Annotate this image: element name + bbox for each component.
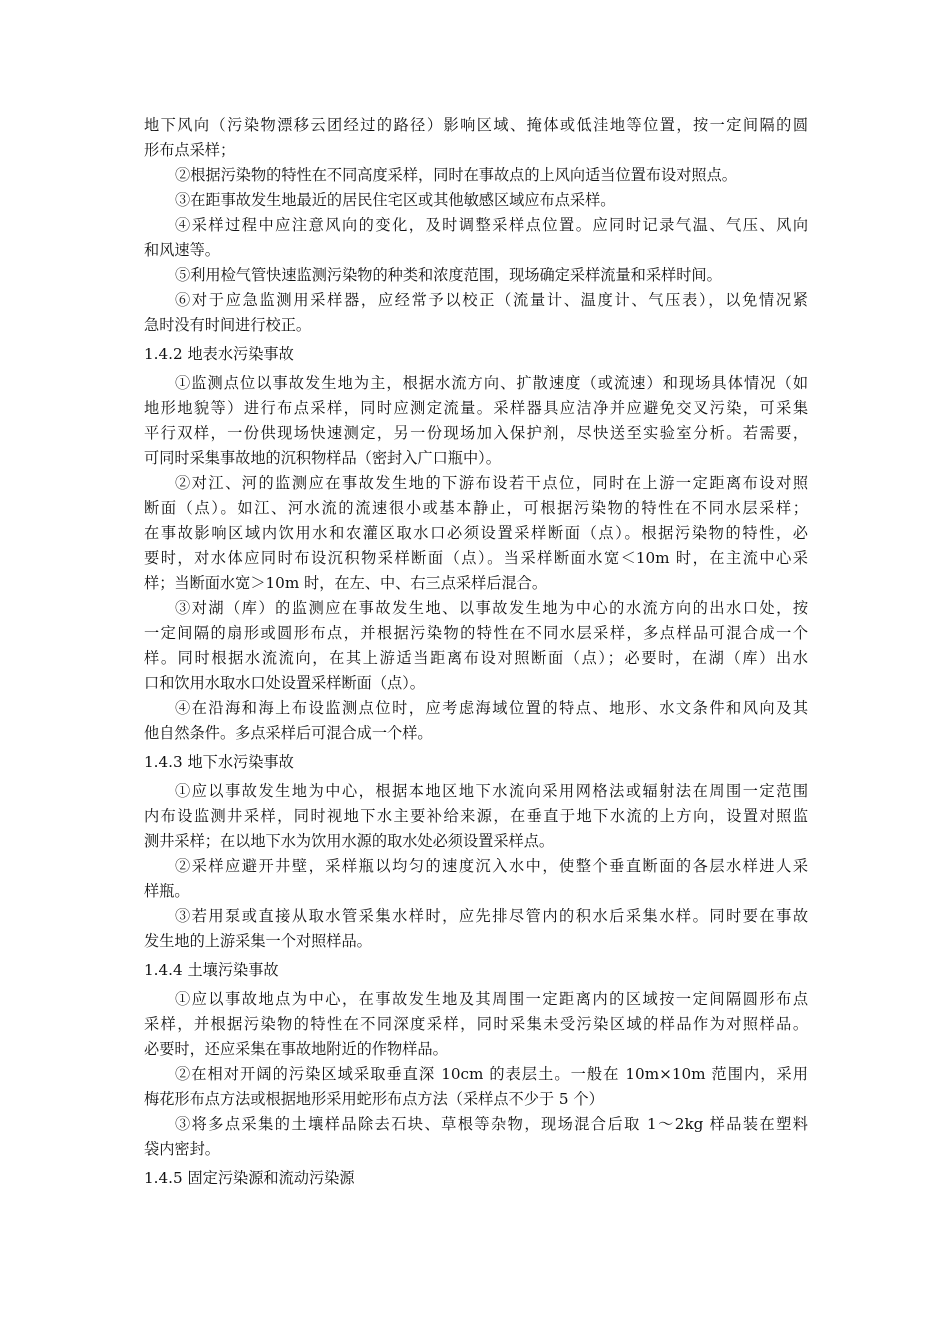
text-line: ③若用泵或直接从取水管采集水样时，应先排尽管内的积水后采集水样。同时要在事故 <box>175 907 808 925</box>
document-page <box>144 113 808 1195</box>
paragraph <box>144 163 808 188</box>
section-body <box>144 779 808 954</box>
text-line: 一定间隔的扇形或圆形布点，并根据污染物的特性在不同水层采样，多点样品可混合成一个 <box>144 624 808 642</box>
text-line: 口和饮用水取水口处设置采样断面（点）。 <box>144 674 425 692</box>
paragraph <box>144 371 808 471</box>
paragraph <box>144 213 808 263</box>
section <box>144 1166 808 1191</box>
text-line: 样瓶。 <box>144 882 190 900</box>
text-line: ⑥对于应急监测用采样器，应经常予以校正（流量计、温度计、气压表），以免情况紧 <box>175 291 808 309</box>
text-line: 样；当断面水宽＞10m 时，在左、中、右三点采样后混合。 <box>144 574 548 592</box>
text-line: ②在相对开阔的污染区域采取垂直深 10cm 的表层土。一般在 10m×10m 范围内，采用 <box>175 1065 808 1083</box>
section-body <box>144 987 808 1162</box>
text-line: ③在距事故发生地最近的居民住宅区或其他敏感区域应布点采样。 <box>175 191 616 209</box>
text-line: ①应以事故发生地为中心，根据本地区地下水流向采用网格法或辐射法在周围一定范围 <box>175 782 808 800</box>
text-line: 他自然条件。多点采样后可混合成一个样。 <box>144 724 433 742</box>
paragraph <box>144 904 808 954</box>
text-line: ③对湖（库）的监测应在事故发生地、以事故发生地为中心的水流方向的出水口处，按 <box>175 599 808 617</box>
paragraph <box>144 263 808 288</box>
intro-items <box>144 163 808 338</box>
text-line: 和风速等。 <box>144 241 220 259</box>
text-line: 可同时采集事故地的沉积物样品（密封入广口瓶中）。 <box>144 449 501 467</box>
text-line: ④采样过程中应注意风向的变化，及时调整采样点位置。应同时记录气温、气压、风向 <box>175 216 808 234</box>
paragraph <box>144 854 808 904</box>
intro-block <box>144 113 808 163</box>
paragraph <box>144 696 808 746</box>
text-line: 地形地貌等）进行布点采样，同时应测定流量。采样器具应洁净并应避免交叉污染，可采集 <box>144 399 808 417</box>
text-line: 梅花形布点方法或根据地形采用蛇形布点方法（采样点不少于 5 个） <box>144 1090 604 1108</box>
section-heading: 1.4.2 地表水污染事故 <box>144 345 294 363</box>
section <box>144 958 808 1162</box>
sections <box>144 342 808 1191</box>
text-line: ①监测点位以事故发生地为主，根据水流方向、扩散速度（或流速）和现场具体情况（如 <box>175 374 808 392</box>
text-line: 急时没有时间进行校正。 <box>144 316 312 334</box>
section-body <box>144 371 808 746</box>
text-line: 在事故影响区域内饮用水和农灌区取水口必须设置采样断面（点）。根据污染物的特性，必 <box>144 524 808 542</box>
text-line: ①应以事故地点为中心，在事故发生地及其周围一定距离内的区域按一定间隔圆形布点 <box>175 990 808 1008</box>
text-line: 平行双样，一份供现场快速测定，另一份现场加入保护剂，尽快送至实验室分析。若需要， <box>144 424 808 442</box>
text-line: 地下风向（污染物漂移云团经过的路径）影响区域、掩体或低洼地等位置，按一定间隔的圆 <box>144 116 808 134</box>
text-line: ④在沿海和海上布设监测点位时，应考虑海域位置的特点、地形、水文条件和风向及其 <box>175 699 808 717</box>
section <box>144 750 808 954</box>
text-line: 形布点采样； <box>144 141 236 159</box>
paragraph <box>144 596 808 696</box>
text-line: 断面（点）。如江、河水流的流速很小或基本静止，可根据污染物的特性在不同水层采样； <box>144 499 808 517</box>
text-line: 样。同时根据水流流向，在其上游适当距离布设对照断面（点）；必要时，在湖（库）出水 <box>144 649 808 667</box>
text-line: 内布设监测井采样，同时视地下水主要补给来源，在垂直于地下水流的上方向，设置对照监 <box>144 807 808 825</box>
text-line: ②采样应避开井壁，采样瓶以均匀的速度沉入水中，使整个垂直断面的各层水样进人采 <box>175 857 808 875</box>
paragraph <box>144 1112 808 1162</box>
text-line: 测井采样；在以地下水为饮用水源的取水处必须设置采样点。 <box>144 832 555 850</box>
paragraph <box>144 1062 808 1112</box>
paragraph <box>144 987 808 1062</box>
section <box>144 342 808 746</box>
text-line: 必要时，还应采集在事故地附近的作物样品。 <box>144 1040 448 1058</box>
text-line: 要时，对水体应同时布设沉积物采样断面（点）。当采样断面水宽＜10m 时，在主流中心采 <box>144 549 808 567</box>
text-line: 袋内密封。 <box>144 1140 220 1158</box>
paragraph <box>144 779 808 854</box>
text-line: ②对江、河的监测应在事故发生地的下游布设若干点位，同时在上游一定距离布设对照 <box>175 474 808 492</box>
section-heading: 1.4.3 地下水污染事故 <box>144 753 294 771</box>
text-line: 采样，并根据污染物的特性在不同深度采样，同时采集未受污染区域的样品作为对照样品。 <box>144 1015 808 1033</box>
text-line: ⑤利用检气管快速监测污染物的种类和浓度范围，现场确定采样流量和采样时间。 <box>175 266 722 284</box>
paragraph <box>144 188 808 213</box>
section-heading: 1.4.4 土壤污染事故 <box>144 961 279 979</box>
text-line: ③将多点采集的土壤样品除去石块、草根等杂物，现场混合后取 1～2kg 样品装在塑料 <box>175 1115 808 1133</box>
section-heading: 1.4.5 固定污染源和流动污染源 <box>144 1169 355 1187</box>
text-line: 发生地的上游采集一个对照样品。 <box>144 932 372 950</box>
text-line: ②根据污染物的特性在不同高度采样，同时在事故点的上风向适当位置布设对照点。 <box>175 166 737 184</box>
paragraph <box>144 471 808 596</box>
paragraph <box>144 288 808 338</box>
